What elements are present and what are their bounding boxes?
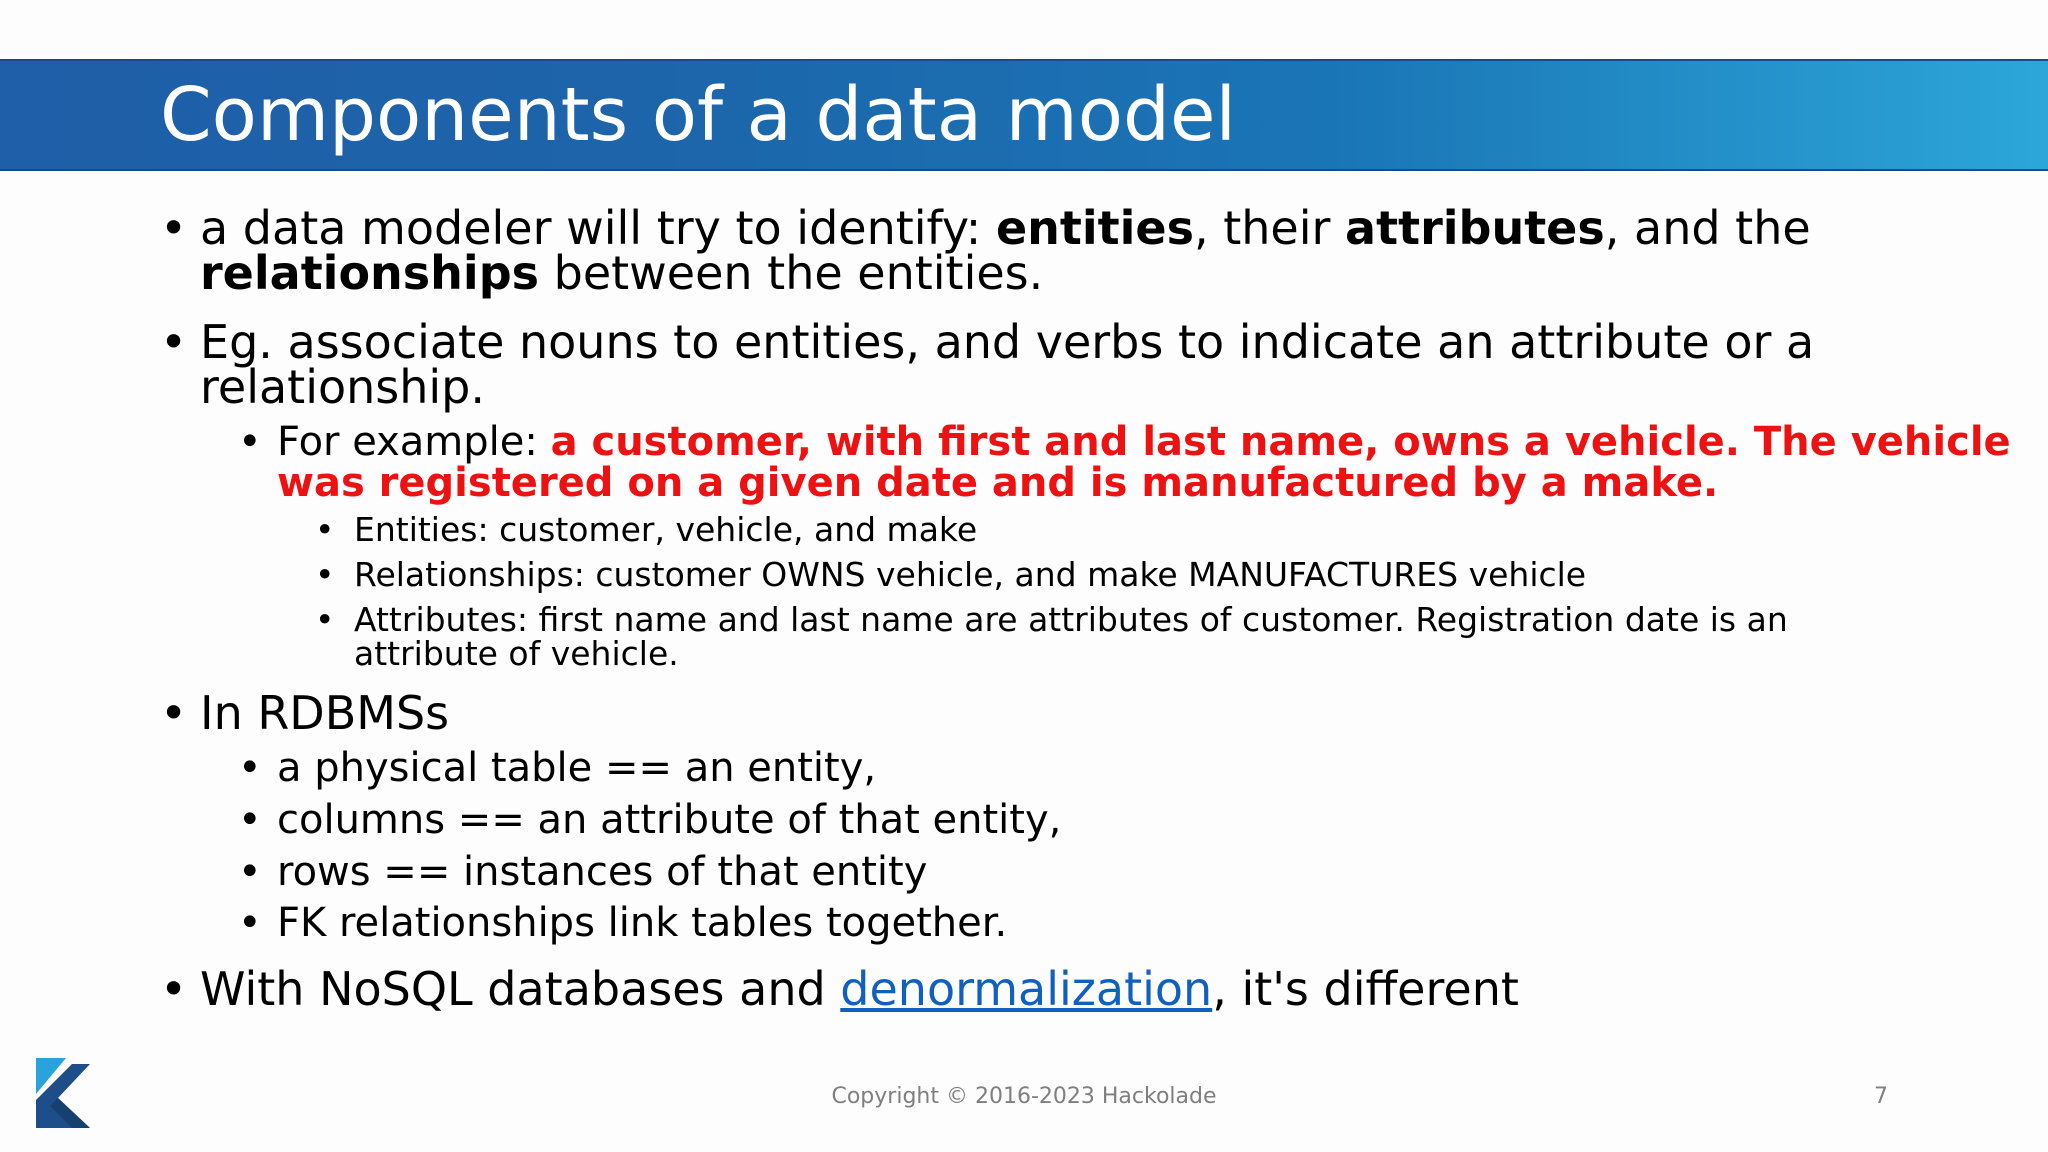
- term-attributes: attributes: [1345, 201, 1605, 255]
- slide-title: Components of a data model: [160, 72, 1237, 158]
- bullet-marker: •: [160, 686, 188, 740]
- bullet-attributes-line-2: attribute of vehicle.: [354, 634, 679, 673]
- bullet-marker: •: [315, 555, 335, 594]
- bullet-marker: •: [238, 745, 262, 791]
- bullet-2a-line-1: For example: a customer, with first and last name, owns a vehicle. The vehicle: [277, 419, 2011, 465]
- bullet-2a-line-2: was registered on a given date and is manufactured by a make.: [277, 460, 1719, 506]
- bullet-marker: •: [238, 797, 262, 843]
- bullet-marker: •: [238, 849, 262, 895]
- example-sentence: a customer, with first and last name, owns a vehicle. The vehicle: [550, 419, 2011, 465]
- bullet-marker: •: [238, 900, 262, 946]
- denormalization-link[interactable]: denormalization: [840, 962, 1213, 1016]
- bullet-marker: •: [238, 419, 262, 465]
- term-relationships: relationships: [200, 246, 540, 300]
- bullet-relationships: Relationships: customer OWNS vehicle, and make MANUFACTURES vehicle: [354, 555, 1587, 594]
- title-bar: [0, 59, 2048, 171]
- bullet-marker: •: [160, 315, 188, 369]
- bullet-marker: •: [315, 510, 335, 549]
- bullet-entities: Entities: customer, vehicle, and make: [354, 510, 978, 549]
- bullet-rdbms-columns: columns == an attribute of that entity,: [277, 797, 1062, 843]
- term-entities: entities: [995, 201, 1194, 255]
- bullet-marker: •: [160, 962, 188, 1016]
- bullet-rdbms: In RDBMSs: [200, 686, 450, 740]
- bullet-attributes-line-1: Attributes: first name and last name are attributes of customer. Registration date is an: [354, 600, 1788, 639]
- bullet-rdbms-table: a physical table == an entity,: [277, 745, 877, 791]
- footer-copyright: Copyright © 2016-2023 Hackolade: [831, 1084, 1217, 1109]
- page-number: 7: [1874, 1084, 1888, 1109]
- bullet-marker: •: [315, 600, 335, 639]
- bullet-rdbms-rows: rows == instances of that entity: [277, 849, 928, 895]
- bullet-2-line-2: relationship.: [200, 360, 486, 414]
- bullet-1-line-2: relationships between the entities.: [200, 246, 1044, 300]
- bullet-nosql: With NoSQL databases and denormalization, it's different: [200, 962, 1519, 1016]
- bullet-1-line-1: a data modeler will try to identify: entities, their attributes, and the: [200, 201, 1811, 255]
- bullet-rdbms-fk: FK relationships link tables together.: [277, 900, 1008, 946]
- bullet-2-line-1: Eg. associate nouns to entities, and verbs to indicate an attribute or a: [200, 315, 1815, 369]
- bullet-marker: •: [160, 201, 188, 255]
